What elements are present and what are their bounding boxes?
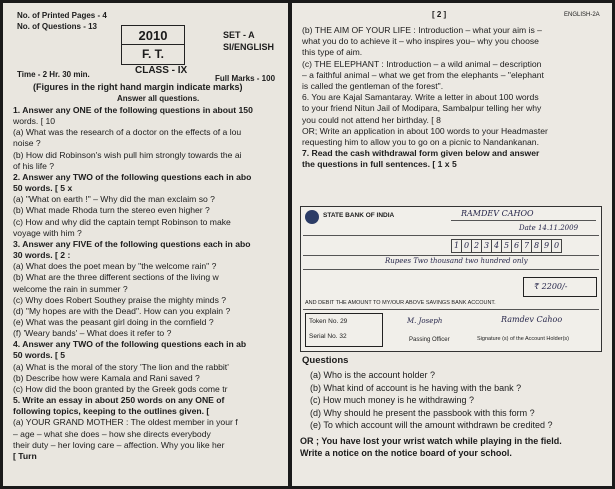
account-digit: 3 [484,241,490,250]
full-marks: Full Marks - 100 [215,74,276,83]
instruction-marks: (Figures in the right hand margin indicate marks) [33,82,243,92]
account-digit: 1 [454,241,460,250]
text-line: (a) YOUR GRAND MOTHER : The oldest member in your f [13,417,238,428]
text-line: (b) What made Rhoda turn the stereo even higher ? [13,205,210,216]
code-box [121,25,185,65]
text-line: to your friend Nitun Jail of Modipara, Sambalpur telling her why [302,103,542,114]
text-line: 7. Read the cash withdrawal form given below and answer [302,148,540,159]
class-label: CLASS - IX [135,65,188,76]
form-rule-1 [303,235,599,236]
form-questions [310,369,552,432]
account-digit: 0 [554,241,560,250]
form-question: (c) How much money is he withdrawing ? [310,395,475,406]
subject-label: SI/ENGLISH [223,42,275,52]
right-page [292,3,612,486]
text-line: 5. Write an essay in about 250 words on any ONE of [13,395,225,406]
form-rule-3 [303,269,599,270]
account-digit: 6 [514,241,520,250]
text-line: of his life ? [13,160,55,171]
form-date: Date 14.11.2009 [519,224,579,232]
text-line: what you do to achieve it – who inspires you– why you choose [302,36,539,47]
text-line: (b) THE AIM OF YOUR LIFE : Introduction – what your aim is – [302,25,542,35]
text-line: voyage with him ? [13,227,82,238]
text-line: 4. Answer any TWO of the following questions each in ab [13,339,247,350]
text-line: (d) "My hopes are with the Dead". How can you explain ? [13,305,231,316]
text-line: words. [ 10 [13,116,56,127]
text-line: (c) How and why did the captain tempt Robinson to make [13,216,231,227]
form-question: (d) Why should he present the passbook with this form ? [310,407,535,418]
bank-logo-icon [305,210,319,224]
right-question-lines [302,25,548,171]
account-digit: 9 [544,241,550,250]
subject-code: ENGLISH-2A [564,12,600,18]
name-line [451,220,596,221]
form-question: (e) To which account will the amount withdrawn be credited ? [310,420,553,431]
form-rule-2 [303,255,599,256]
token-number: Token No. 29 [309,318,348,325]
amount-figure-box [523,277,597,297]
text-line: (b) How did Robinson's wish pull him strongly towards the ai [13,149,242,160]
text-line: (f) 'Weary bands' – What does it refer to ? [13,328,172,339]
year: 2010 [138,28,168,43]
text-line: OR; Write an application in about 100 words to your Headmaster [302,125,548,136]
text-line: 6. You are Kajal Samantaray. Write a letter in about 100 words [302,92,539,103]
text-line: requesting him to allow you to go on a picnic to Nandankanan. [302,137,539,148]
form-rule-4 [303,309,599,310]
text-line: 1. Answer any ONE of the following questions in about 150 [13,105,253,115]
questions-title: Questions [302,355,349,366]
token-box [305,313,383,347]
amount-figure: ₹ 2200/- [534,282,568,291]
instruction-answer-all: Answer all questions. [117,94,200,103]
account-digit: 0 [464,241,470,250]
code-divider [122,44,184,45]
or-notice-line-1: OR ; You have lost your wrist watch while playing in the field. [300,436,562,446]
bank-name: STATE BANK OF INDIA [323,212,395,219]
text-line: (b) What are the three different sections of the living w [13,272,219,283]
cash-withdrawal-form [300,206,602,352]
exam-code: F. T. [141,47,164,61]
page-number: [ 2 ] [432,10,447,19]
text-line: this type of aim. [302,47,363,58]
account-digit: 2 [474,241,480,250]
amount-in-words: Rupees Two thousand two hundred only [385,257,528,265]
text-line: – a faithful animal – what we get from the elephants – "elephant [302,69,544,80]
text-line: following topics, keeping to the outlines given. [ [13,406,210,417]
left-page [3,3,288,486]
text-line: 2. Answer any TWO of the following questions each in abo [13,171,252,182]
printed-pages: No. of Printed Pages - 4 [17,11,107,20]
account-digit: 7 [524,241,530,250]
debit-instruction: AND DEBIT THE AMOUNT TO MY/OUR ABOVE SAVINGS BANK ACCOUNT. [305,300,496,306]
passing-officer-sign: M. Joseph [407,317,443,325]
text-line: is called the gentleman of the forest". [302,81,444,92]
left-question-lines [13,105,253,462]
text-line: (c) THE ELEPHANT : Introduction – a wild animal – description [302,58,542,69]
set-label: SET - A [223,30,255,40]
text-line: noise ? [13,138,41,149]
text-line: (a) What is the moral of the story 'The lion and the rabbit' [13,361,229,372]
text-line: (a) "What on earth !" – Why did the man exclaim so ? [13,194,215,205]
text-line: 3. Answer any FIVE of the following questions each in abo [13,238,251,249]
text-line: 30 words. [ 2 : [13,250,71,261]
text-line: (c) Why does Robert Southey praise the mighty minds ? [13,294,227,305]
text-line: (a) What was the research of a doctor on the effects of a lou [13,127,242,138]
text-line: (a) What does the poet mean by "the welcome rain" ? [13,261,217,272]
text-line: you could not attend her birthday. [ 8 [302,114,441,125]
text-line: welcome the rain in summer ? [13,283,128,294]
num-questions: No. of Questions - 13 [17,22,98,31]
account-digit: 8 [534,241,540,250]
account-digit: 5 [504,241,510,250]
text-line: 50 words. [ 5 x [13,183,73,194]
text-line: (e) What was the peasant girl doing in the cornfield ? [13,316,214,327]
holder-signature: Ramdev Cahoo [501,315,563,324]
text-line: the questions in full sentences. [ 1 x 5 [302,159,457,170]
text-line: their duty – her loving care – affection. Why you like her [13,439,225,450]
text-line: (b) Describe how were Kamala and Rani saved ? [13,372,200,383]
account-holder-name: RAMDEV CAHOO [461,209,534,218]
text-line: 50 words. [ 5 [13,350,66,361]
or-notice-line-2: Write a notice on the notice board of your school. [300,448,512,458]
form-question: (a) Who is the account holder ? [310,370,436,380]
form-question: (b) What kind of account is he having with the bank ? [310,382,522,393]
account-digit: 4 [494,241,500,250]
text-line: (c) How did the boon granted by the Greek gods come tr [13,383,228,394]
text-line: [ Turn [13,450,37,461]
time-label: Time - 2 Hr. 30 min. [17,70,90,79]
serial-number: Serial No. 32 [309,333,347,340]
passing-officer-label: Passing Officer [409,337,450,343]
account-digit-box [551,239,562,253]
signature-label: Signature (s) of the Account Holder(s) [477,336,570,342]
text-line: – age – what she does – how she directs everybody [13,428,211,439]
